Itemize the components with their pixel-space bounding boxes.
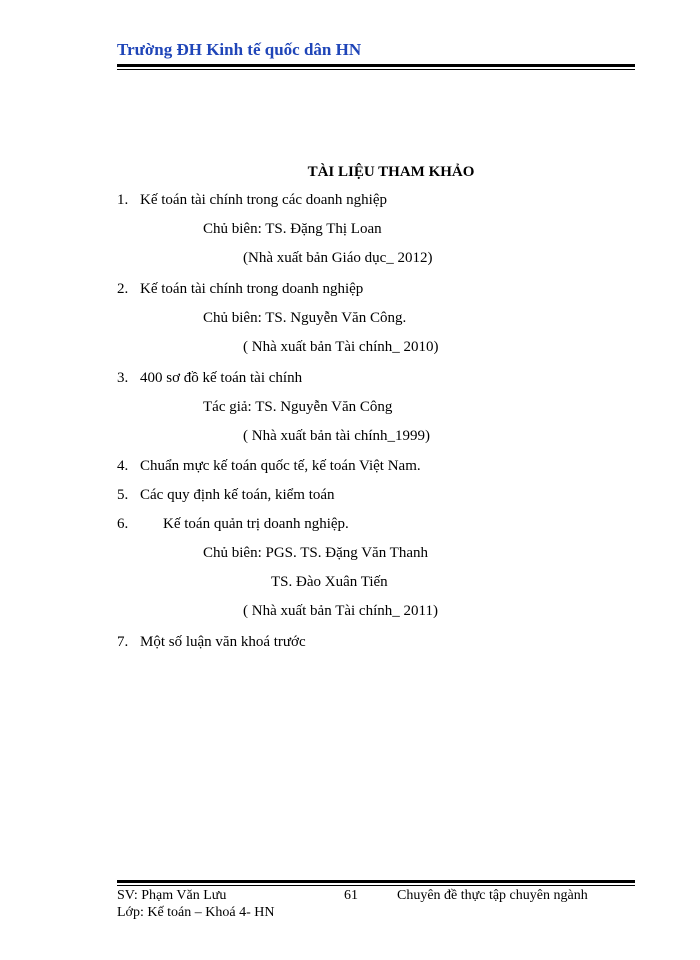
ref-number: 2.: [117, 281, 129, 297]
ref-publisher: (Nhà xuất bản Giáo dục_ 2012): [243, 250, 433, 266]
ref-number: 4.: [117, 458, 129, 474]
page-title: TÀI LIỆU THAM KHẢO: [307, 164, 475, 180]
footer-rule: [117, 880, 635, 883]
ref-title: Kế toán tài chính trong doanh nghiệp: [140, 281, 364, 297]
ref-title: Kế toán tài chính trong các doanh nghiệp: [140, 192, 388, 208]
ref-number: 1.: [117, 192, 129, 208]
ref-number: 3.: [117, 370, 129, 386]
ref-publisher: ( Nhà xuất bản tài chính_1999): [243, 428, 431, 444]
ref-title: Chuẩn mực kế toán quốc tế, kế toán Việt Nam.: [140, 458, 421, 474]
ref-title: Các quy định kế toán, kiểm toán: [140, 487, 335, 503]
header-rule-thin: [117, 69, 635, 70]
ref-coauthor: TS. Đào Xuân Tiến: [271, 574, 388, 590]
ref-author: Chủ biên: TS. Nguyễn Văn Công.: [203, 310, 407, 326]
ref-author: Chủ biên: PGS. TS. Đặng Văn Thanh: [203, 545, 429, 561]
ref-number: 7.: [117, 634, 129, 650]
header-rule: [117, 64, 635, 67]
ref-title: Một số luận văn khoá trước: [140, 634, 306, 650]
ref-author: Tác giả: TS. Nguyễn Văn Công: [203, 399, 393, 415]
ref-title: 400 sơ đồ kế toán tài chính: [140, 370, 303, 386]
ref-publisher: ( Nhà xuất bản Tài chính_ 2011): [243, 603, 438, 619]
ref-title: Kế toán quản trị doanh nghiệp.: [163, 516, 349, 532]
footer-rule-thin: [117, 885, 635, 886]
page-number: 61: [344, 888, 358, 903]
ref-publisher: ( Nhà xuất bản Tài chính_ 2010): [243, 339, 439, 355]
footer-class: Lớp: Kế toán – Khoá 4- HN: [117, 905, 275, 920]
ref-author: Chủ biên: TS. Đặng Thị Loan: [203, 221, 382, 237]
footer-student: SV: Phạm Văn Lưu: [117, 888, 227, 903]
footer-report-type: Chuyên đề thực tập chuyên ngành: [397, 888, 588, 903]
header-title: Trường ĐH Kinh tế quốc dân HN: [117, 40, 362, 59]
ref-number: 5.: [117, 487, 129, 503]
ref-number: 6.: [117, 516, 129, 532]
